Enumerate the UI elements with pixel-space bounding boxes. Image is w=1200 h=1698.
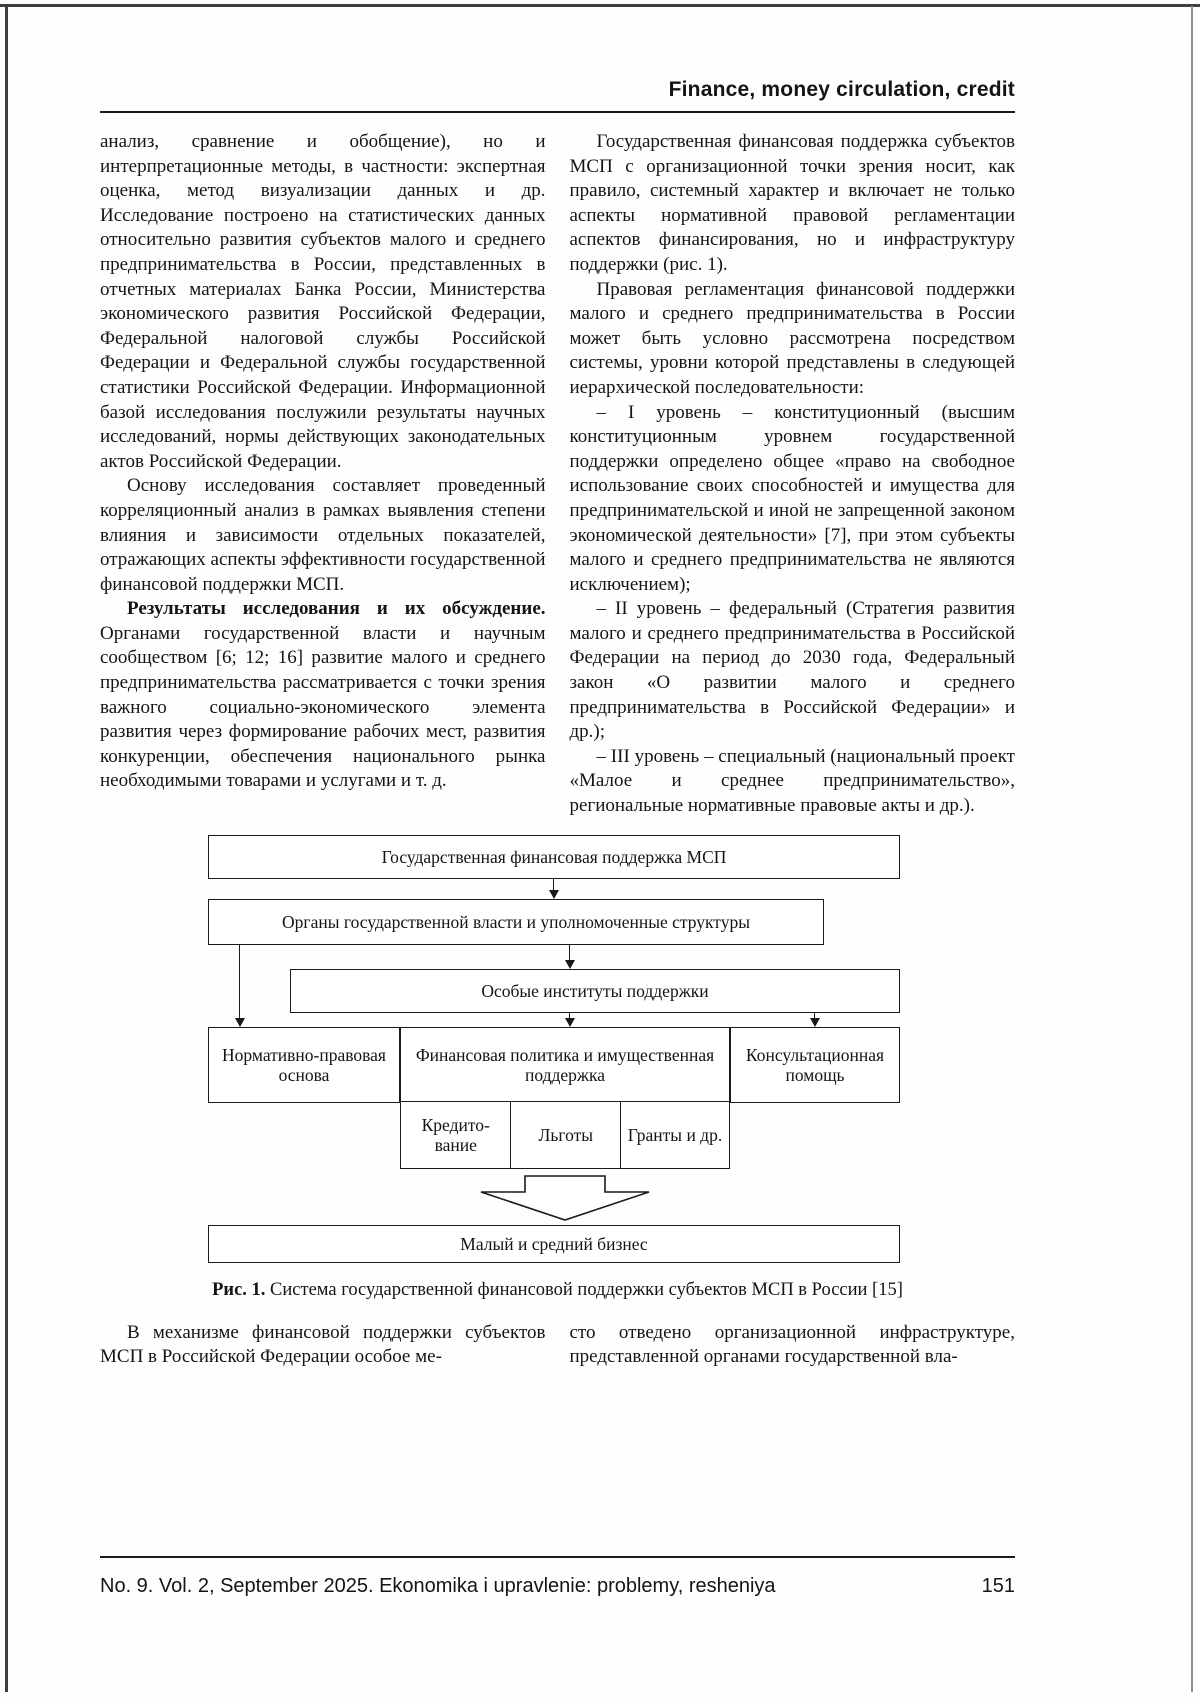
arrow-down-icon bbox=[565, 960, 575, 969]
page-content bbox=[100, 78, 1015, 1370]
arrow-down-icon bbox=[549, 890, 559, 899]
figure-caption bbox=[100, 1280, 1015, 1301]
scan-edge-right bbox=[1191, 6, 1193, 1692]
connector-line bbox=[569, 945, 570, 961]
paragraph: В механизме финансовой поддержки субъектов МСП в Российской Федерации особое ме- bbox=[100, 1321, 546, 1368]
figure-caption-text: Система государственной финансовой поддержки субъектов МСП в России [15] bbox=[270, 1279, 903, 1300]
diagram-box-legal-basis: Нормативно-правовая основа bbox=[208, 1027, 400, 1103]
left-column-lower bbox=[100, 1321, 546, 1370]
paragraph: Правовая регламентация финансовой поддержки малого и среднего предпринимательства в России может быть условно рассмотрена посредством системы, уровни которой представлены в следующей иерархической последовательности: bbox=[569, 278, 1015, 398]
scan-edge-top bbox=[0, 4, 1200, 7]
running-head: Finance, money circulation, credit bbox=[668, 78, 1015, 101]
paragraph: Основу исследования составляет проведенный корреляционный анализ в рамках выявления степени влияния и зависимости отдельных показателей, отражающих аспекты эффективности государственной финансовой поддержки МСП. bbox=[100, 475, 546, 595]
right-column-lower bbox=[570, 1321, 1016, 1370]
diagram-box-crediting: Кредито- вание bbox=[400, 1101, 512, 1169]
left-column bbox=[100, 130, 546, 819]
list-item-level-1: – I уровень – конституционный (высшим конституционным уровнем государственной поддержки определено общее «право на свободное использование своих способностей и имущества для предпринимательской и иной не запрещенной законом экономической деятельности» [7], при этом субъекты малого и среднего предпринимательства не являются исключением); bbox=[569, 401, 1015, 595]
scan-edge-left bbox=[5, 4, 8, 1692]
diagram-box-consulting: Консультационная помощь bbox=[730, 1027, 900, 1103]
paragraph: Государственная финансовая поддержка субъектов МСП с организационной точки зрения носит, как правило, системный характер и включает не только аспекты нормативной правовой регламентации аспектов финансирования, но и инфраструктуру поддержки (рис. 1). bbox=[569, 131, 1015, 275]
diagram-box-state-support: Государственная финансовая поддержка МСП bbox=[208, 835, 900, 879]
paragraph: сто отведено организационной инфраструктуре, представленной органами государственной вла- bbox=[569, 1321, 1015, 1368]
diagram-box-benefits: Льготы bbox=[510, 1101, 622, 1169]
arrow-down-icon bbox=[235, 1018, 245, 1027]
figure-caption-label: Рис. 1. bbox=[212, 1279, 266, 1300]
results-section-heading: Результаты исследования и их обсуждение. bbox=[127, 598, 546, 620]
paragraph-text: Органами государственной власти и научным сообществом [6; 12; 16] развитие малого и среднего предпринимательства рассматривается с точки зрения важного социально-экономического элемента развития через формирование рабочих мест, развития конкуренции, обеспечения национального рынка необходимыми товарами и услугами и т. д. bbox=[100, 622, 546, 792]
diagram-box-sme-business: Малый и средний бизнес bbox=[208, 1225, 900, 1263]
diagram-box-grants: Гранты и др. bbox=[620, 1101, 730, 1169]
diagram-box-authorities: Органы государственной власти и уполномоченные структуры bbox=[208, 899, 824, 945]
header-rule bbox=[100, 111, 1015, 113]
connector-line bbox=[239, 945, 240, 1020]
body-text-lower bbox=[100, 1321, 1015, 1370]
page-footer bbox=[100, 1556, 1015, 1598]
paragraph bbox=[100, 597, 546, 794]
right-column bbox=[570, 130, 1016, 819]
list-item-level-3: – III уровень – специальный (национальный проект «Малое и среднее предпринимательство», региональные нормативные правовые акты и др.). bbox=[569, 745, 1015, 817]
page-number: 151 bbox=[981, 1575, 1015, 1597]
list-item-level-2: – II уровень – федеральный (Стратегия развития малого и среднего предпринимательства в Российской Федерации на период до 2030 года, Федеральный закон «О развитии малого и среднего предпринимательства в Российской Федерации» и др.); bbox=[569, 598, 1015, 743]
footer-row bbox=[100, 1575, 1015, 1598]
footer-rule bbox=[100, 1556, 1015, 1558]
figure-1 bbox=[100, 835, 1015, 1301]
paragraph: анализ, сравнение и обобщение), но и интерпретационные методы, в частности: экспертная оценка, метод визуализации данных и др. Исследование построено на статистических данных относительно развития субъектов малого и среднего предпринимательства в России, представленных в отчетных материалах Банка России, Министерства экономического развития Российской Федерации, Федеральной налоговой службы Российской Федерации и Федеральной службы государственной статистики Российской Федерации. Информационной базой исследования послужили результаты научных исследований, нормы действующих законодательных актов Российской Федерации. bbox=[100, 131, 546, 472]
figure-diagram bbox=[100, 835, 1015, 1265]
big-down-arrow-icon bbox=[480, 1175, 650, 1221]
arrow-down-icon bbox=[565, 1018, 575, 1027]
diagram-box-institutes: Особые институты поддержки bbox=[290, 969, 900, 1013]
journal-issue-line: No. 9. Vol. 2, September 2025. Ekonomika i upravlenie: problemy, resheniya bbox=[100, 1575, 776, 1597]
diagram-box-financial-policy: Финансовая политика и имущественная поддержка bbox=[400, 1027, 730, 1103]
arrow-down-icon bbox=[810, 1018, 820, 1027]
body-text-upper bbox=[100, 130, 1015, 819]
